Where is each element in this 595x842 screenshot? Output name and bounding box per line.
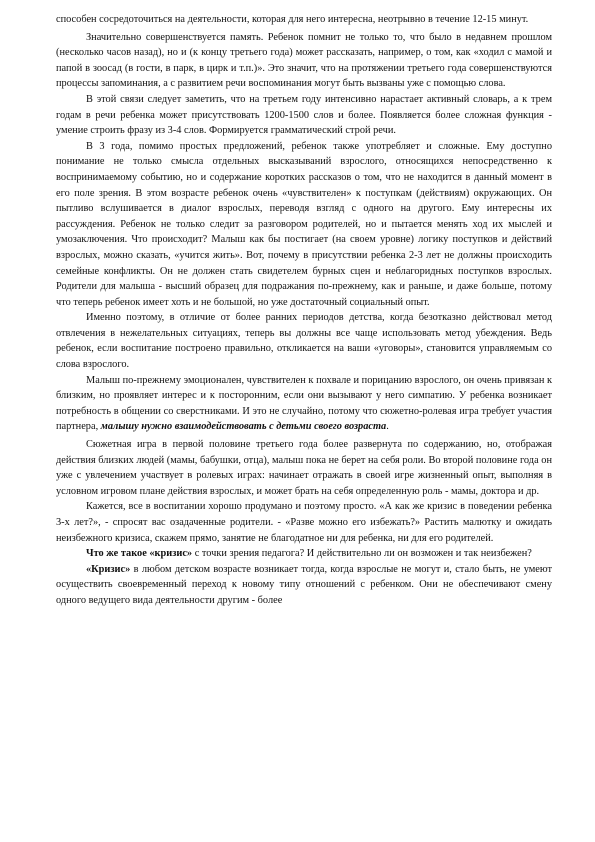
paragraph-6 [56, 373, 552, 435]
paragraph-10 [56, 562, 552, 609]
paragraph-8: Кажется, все в воспитании хорошо продумано и поэтому просто. «А как же кризис в поведении ребенка 3-х лет?», - спросят вас озадаченные родители. - «Разве можно его избежать?» Растить малютку и ожидать неизбежного кризиса, скажем прямо, занятие не благодатное ни для ребенка, ни для его родителей. [56, 501, 552, 544]
paragraph-7: Сюжетная игра в первой половине третьего года более развернута по содержанию, но, отображая действия близких людей (мамы, бабушки, отца), малыш пока не берет на себя роли. Во второй половине года он уже с увлечением участвует в ролевых играх: начинает отражать в своей игре жизненный опыт, выполняя в условном игровом плане действия взрослых, и может брать на себя определенную роль - мамы, доктора и др. [56, 439, 552, 497]
paragraph-6-tail: . [386, 421, 389, 433]
paragraph-6-text: Малыш по-прежнему эмоционален, чувствителен к похвале и порицанию взрослого, он очень привязан к близким, но проявляет интерес и к посторонним, если они вызывают у него симпатию. У ребенка возникает потребность в общении со сверстниками. И это не случайно, потому что сюжетно-ролевая игра требует участия партнера, [56, 374, 552, 433]
paragraph-2: Значительно совершенствуется память. Ребенок помнит не только то, что было в недавнем прошлом (несколько часов назад), но и (к концу третьего года) может рассказать, например, о том, как «ходил с мамой и папой в зоосад (в гости, в парк, в цирк и т.п.)». Это значит, что на протяжении третьего года совершенствуются процессы запоминания, а с развитием речи воспоминания могут быть вызваны уже с помощью слова. [56, 31, 552, 90]
paragraph-9 [56, 546, 552, 562]
paragraph-6-emphasis: малышу нужно взаимодействовать с детьми своего возраста [100, 421, 387, 433]
paragraph-10-bold: «Кризис» [86, 563, 131, 575]
paragraph-3: В этой связи следует заметить, что на третьем году интенсивно нарастает активный словарь, а к трем годам в речи ребенка может присутствовать 1200-1500 слов и более. Появляется более сложная функция - умение строить фразу из 3-4 слов. Формируется грамматический строй речи. [56, 93, 552, 137]
paragraph-10-text: в любом детском возрасте возникает тогда, когда взрослые не могут и, стало быть, не умеют осуществить своевременный переход к новому типу отношений с ребенком. Они не обеспечивают смену одного ведущего вида деятельности другим - более [56, 563, 552, 606]
document-page [56, 12, 552, 609]
paragraph-9-text: с точки зрения педагога? И действительно ли он возможен и так неизбежен? [192, 548, 532, 560]
paragraph-5: Именно поэтому, в отличие от более ранних периодов детства, когда безотказно действовал метод отвлечения в нежелательных ситуациях, теперь вы должны все чаще использовать метод убеждения. Ведь ребенок, если воспитание построено правильно, откликается на ваши «уговоры», становится управляемым со слова взрослого. [56, 312, 552, 371]
paragraph-9-bold: Что же такое «кризис» [86, 548, 193, 560]
paragraph-1: способен сосредоточиться на деятельности, которая для него интересна, неотрывно в течение 12-15 минут. [56, 14, 529, 25]
paragraph-4: В 3 года, помимо простых предложений, ребенок также употребляет и сложные. Ему доступно понимание не только смысла отдельных высказываний взрослого, относящихся непосредственно к воспринимаемому событию, но и содержание коротких рассказов о том, что не находится в данный момент в его поле зрения. В этом возрасте ребенок очень «чувствителен» к поступкам (действиям) окружающих. Он пытливо вслушивается в диалог взрослых, переводя взгляд с одного на другого. Ему интересны их рассуждения. Ребенок не только следит за разговором родителей, но и пытается менять ход их мыслей и умозаключения. Что происходит? Малыш как бы постигает (на своем уровне) логику поступков и действий взрослых, можно сказать, «учится жить». Вот, почему в присутствии ребенка 2-3 лет не должны происходить семейные конфликты. Он не должен стать свидетелем бурных сцен и неблагоридных поступков взрослых. Родители для малыша - высший образец для подражания по-прежнему, как и раньше, и даже больше, потому что теперь ребенок имеет хоть и не большой, но уже достаточный социальный опыт. [56, 140, 552, 308]
